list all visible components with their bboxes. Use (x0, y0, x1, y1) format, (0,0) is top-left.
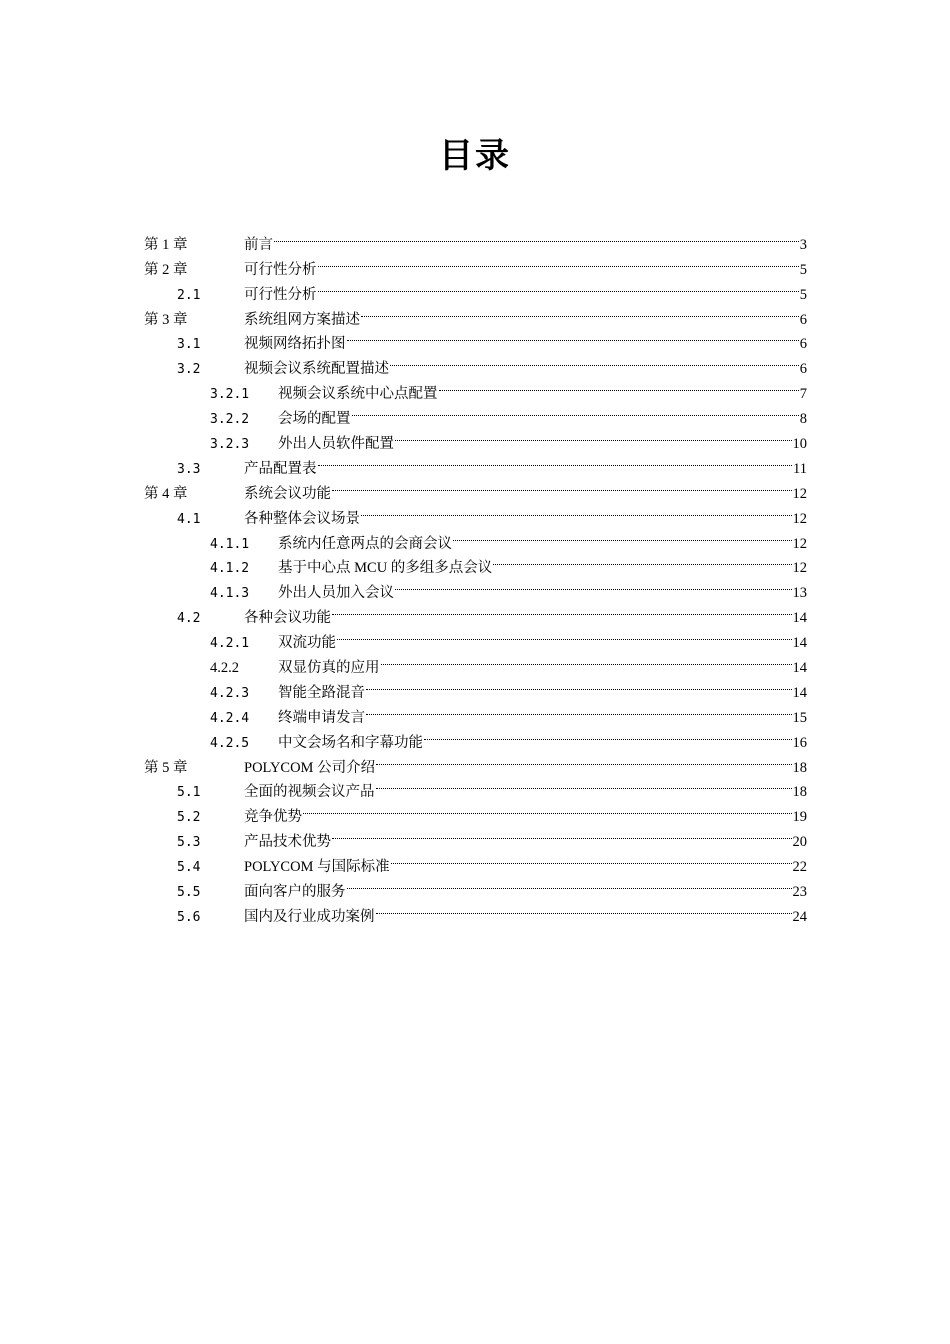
toc-entry-title: 系统会议功能 (244, 485, 331, 502)
toc-entry-title: 基于中心点 MCU 的多组多点会议 (278, 560, 493, 577)
toc-entry-title: 中文会场名和字幕功能 (278, 734, 423, 751)
toc-entry-title: 产品配置表 (244, 460, 317, 477)
toc-entry-page: 3 (799, 236, 807, 253)
toc-entry-title: 系统组网方案描述 (244, 311, 360, 328)
toc-entry-page: 11 (793, 460, 807, 477)
toc-entry-number: 5.3 (177, 835, 201, 851)
toc-entry-page: 18 (792, 784, 807, 801)
toc-dot-leader (318, 249, 799, 274)
toc-entry-page: 14 (792, 684, 807, 701)
toc-entry-title: 外出人员加入会议 (278, 585, 394, 602)
toc-entry-page: 5 (799, 261, 807, 278)
toc-entry-number: 4.2.1 (210, 636, 250, 652)
table-of-contents (144, 224, 807, 925)
toc-entry-page: 12 (792, 485, 807, 502)
toc-entry-page: 6 (799, 361, 807, 378)
toc-entry-page: 8 (799, 411, 807, 428)
toc-dot-leader (347, 871, 792, 896)
toc-entry-number: 3.2.3 (210, 437, 250, 453)
toc-dot-leader (376, 747, 791, 772)
toc-dot-leader (390, 348, 799, 373)
toc-dot-leader (493, 548, 791, 573)
toc-entry-title: 视频会议系统配置描述 (244, 361, 389, 378)
toc-entry-title: 国内及行业成功案例 (244, 908, 375, 925)
toc-entry-page: 18 (792, 759, 807, 776)
toc-dot-leader (376, 896, 792, 921)
toc-dot-leader (274, 224, 799, 249)
toc-dot-leader (366, 672, 792, 697)
toc-dot-leader (337, 622, 792, 647)
toc-entry-number: 4.1.2 (210, 561, 250, 577)
toc-entry-page: 14 (792, 635, 807, 652)
toc-dot-leader (332, 597, 792, 622)
toc-dot-leader (439, 373, 799, 398)
toc-entry-number: 4.2.3 (210, 685, 250, 701)
toc-dot-leader (303, 796, 792, 821)
toc-entry-title: 终端申请发言 (278, 709, 365, 726)
toc-entry-page: 12 (792, 535, 807, 552)
toc-entry-number: 4.2 (177, 611, 201, 627)
toc-entry-title: 会场的配置 (278, 411, 351, 428)
toc-entry-title: 视频网络拓扑图 (244, 336, 346, 353)
toc-entry-number: 第 2 章 (144, 261, 188, 278)
toc-entry-number: 4.2.5 (210, 735, 250, 751)
toc-entry-page: 6 (799, 336, 807, 353)
toc-entry-page: 10 (792, 436, 807, 453)
toc-dot-leader (376, 772, 792, 797)
toc-dot-leader (381, 647, 792, 672)
toc-entry-number: 3.2 (177, 362, 201, 378)
toc-entry-number: 3.2.2 (210, 412, 250, 428)
toc-entry-page: 12 (792, 510, 807, 527)
toc-entry-title: 可行性分析 (244, 286, 317, 303)
toc-entry-title: 全面的视频会议产品 (244, 784, 375, 801)
toc-entry-title: 前言 (244, 236, 273, 253)
toc-entry-page: 6 (799, 311, 807, 328)
toc-entry-number: 第 4 章 (144, 485, 188, 502)
toc-dot-leader (395, 423, 792, 448)
toc-dot-leader (347, 324, 799, 349)
toc-dot-leader (395, 572, 792, 597)
toc-entry-page: 20 (792, 834, 807, 851)
toc-entry-page: 24 (792, 908, 807, 925)
toc-entry-number: 4.1.1 (210, 536, 250, 552)
toc-entry-page: 15 (792, 709, 807, 726)
toc-dot-leader (453, 523, 792, 548)
toc-entry-number: 5.2 (177, 810, 201, 826)
toc-entry-number: 3.1 (177, 337, 201, 353)
toc-entry-page: 12 (792, 560, 807, 577)
toc-entry-number: 3.2.1 (210, 387, 250, 403)
toc-entry-number: 4.2.2 (210, 660, 239, 677)
toc-dot-leader (332, 473, 792, 498)
toc-entry-title: POLYCOM 与国际标准 (244, 859, 390, 876)
toc-entry-number: 4.1.3 (210, 586, 250, 602)
toc-entry-number: 第 3 章 (144, 311, 188, 328)
toc-dot-leader (318, 448, 793, 473)
toc-entry-title: 各种会议功能 (244, 610, 331, 627)
toc-entry-title: POLYCOM 公司介绍 (244, 759, 376, 776)
toc-entry-number: 第 1 章 (144, 236, 188, 253)
toc-entry-number: 2.1 (177, 287, 201, 303)
toc-entry-title: 系统内任意两点的会商会议 (278, 535, 452, 552)
toc-dot-leader (361, 498, 792, 523)
toc-entry-page: 5 (799, 286, 807, 303)
toc-entry-page: 14 (792, 660, 807, 677)
toc-entry-page: 16 (792, 734, 807, 751)
toc-entry-number: 5.5 (177, 885, 201, 901)
toc-entry-page: 13 (792, 585, 807, 602)
toc-entry-title: 双流功能 (278, 635, 336, 652)
page-title: 目录 (439, 136, 511, 176)
toc-entry-page: 7 (799, 386, 807, 403)
toc-entry-title: 视频会议系统中心点配置 (278, 386, 438, 403)
toc-entry-title: 产品技术优势 (244, 834, 331, 851)
toc-dot-leader (424, 722, 792, 747)
toc-entry-page: 22 (792, 859, 807, 876)
toc-entry-number: 第 5 章 (144, 759, 188, 776)
toc-entry-number: 5.1 (177, 785, 201, 801)
toc-entry-number: 4.2.4 (210, 710, 250, 726)
toc-entry-title: 外出人员软件配置 (278, 436, 394, 453)
toc-entry-title: 智能全路混音 (278, 684, 365, 701)
toc-entry-page: 23 (792, 884, 807, 901)
toc-entry[interactable] (144, 224, 807, 253)
toc-entry-title: 双显仿真的应用 (278, 660, 380, 677)
toc-dot-leader (391, 846, 792, 871)
toc-dot-leader (366, 697, 792, 722)
toc-entry-number: 5.6 (177, 909, 201, 925)
toc-entry-number: 3.3 (177, 461, 201, 477)
toc-dot-leader (352, 398, 799, 423)
toc-entry-page: 19 (792, 809, 807, 826)
toc-dot-leader (318, 274, 799, 299)
toc-entry-number: 4.1 (177, 511, 201, 527)
toc-entry-title: 各种整体会议场景 (244, 510, 360, 527)
toc-entry-number: 5.4 (177, 860, 201, 876)
toc-entry-title: 面向客户的服务 (244, 884, 346, 901)
toc-entry-title: 可行性分析 (244, 261, 317, 278)
toc-entry-title: 竞争优势 (244, 809, 302, 826)
toc-dot-leader (332, 821, 792, 846)
toc-dot-leader (361, 299, 799, 324)
toc-entry-page: 14 (792, 610, 807, 627)
